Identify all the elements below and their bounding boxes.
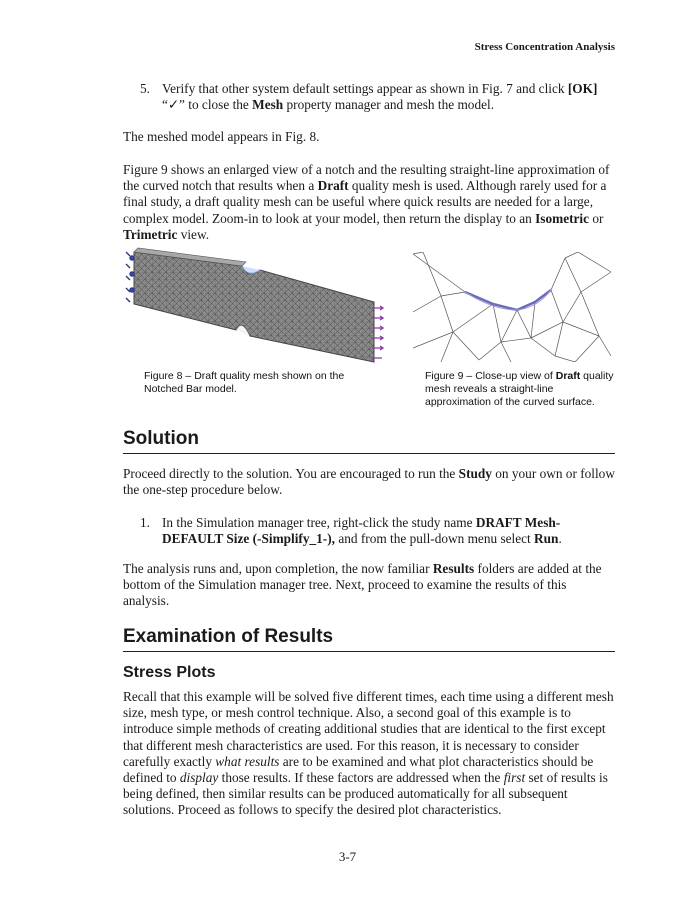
- running-header: Stress Concentration Analysis: [474, 41, 615, 53]
- solution-heading: Solution: [123, 428, 615, 454]
- figure9-closeup-image: [413, 252, 611, 362]
- para-solution: Proceed directly to the solution. You are encouraged to run the Study on your own or follow the one-step procedure below.: [123, 466, 615, 498]
- stress-plots-subheading: Stress Plots: [123, 664, 216, 681]
- examination-heading: Examination of Results: [123, 626, 615, 652]
- step-text: Verify that other system default settings appear as shown in Fig. 7 and click [OK] “✓” to close the Mesh property manager and mesh the model.: [162, 81, 598, 113]
- para-meshed: The meshed model appears in Fig. 8.: [123, 129, 320, 144]
- para-stress-plots: Recall that this example will be solved five different times, each time using a different mesh size, mesh type, or mesh control technique. Also, a second goal of this example is to introduce simple methods of creating additional studies that are identical to the first except that different mesh characteristics are used. For this reason, it is necessary to consider carefully exactly what results are to be examined and what plot characteristics should be defined to display those results. If these factors are addressed when the first set of results is being defined, then similar results can be produced automatically for all subsequent solutions. Proceed as follows to specify the desired plot characteristics.: [123, 689, 614, 818]
- para-figure9: Figure 9 shows an enlarged view of a notch and the resulting straight-line approximation of the curved notch that results when a Draft quality mesh is used. Although rarely used for a final study, a draft quality mesh can be useful where quick results are needed for a large, complex model. Zoom-in to look at your model, then return the display to an Isometric or Trimetric view.: [123, 162, 610, 242]
- figure9-caption: Figure 9 – Close-up view of Draft quality mesh reveals a straight-line approximation of the curved surface.: [425, 370, 614, 408]
- step-number: 1.: [140, 515, 150, 530]
- para-analysis: The analysis runs and, upon completion, the now familiar Results folders are added at the bottom of the Simulation manager tree. Next, proceed to examine the results of this analysis.: [123, 561, 602, 609]
- figure8-mesh-image: [124, 244, 384, 364]
- step-1: [140, 515, 614, 547]
- step-number: 5.: [140, 81, 150, 96]
- figure8-caption: Figure 8 – Draft quality mesh shown on the Notched Bar model.: [144, 370, 345, 395]
- page-number: 3-7: [338, 849, 357, 864]
- step-5: [140, 81, 614, 113]
- step-text: In the Simulation manager tree, right-click the study name DRAFT Mesh-DEFAULT Size (-Simplify_1-), and from the pull-down menu select Run.: [162, 515, 562, 547]
